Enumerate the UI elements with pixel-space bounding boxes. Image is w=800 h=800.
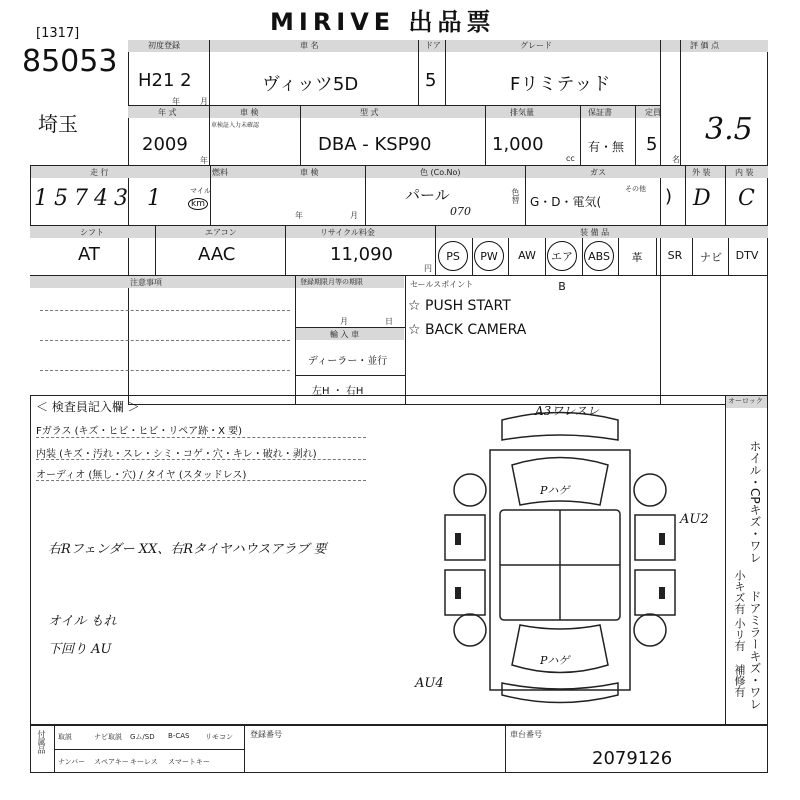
seats-label: 定員	[645, 108, 661, 117]
equipment-7: SR	[667, 249, 683, 262]
equipment-label: 装 備 品	[580, 228, 610, 237]
footer-bottom-item-2: スペアキー	[94, 758, 129, 766]
color-value: パール	[405, 186, 450, 204]
footer-top-item-3: Gム/SD	[130, 733, 155, 741]
color-code: 070	[450, 205, 471, 218]
mileage-unit-miles: マイル	[190, 187, 211, 195]
side-text-a: ホイル・CPキズ・ワレ	[748, 440, 762, 564]
year-label: 初度登録	[148, 41, 180, 50]
diagram-note-pillar-top: Pハゲ	[540, 484, 570, 497]
hand-value: 左H ・ 右H	[312, 386, 364, 397]
exterior-value: D	[693, 186, 711, 211]
cc-value: 1,000	[492, 134, 544, 155]
delivery-month: 月	[340, 317, 348, 326]
car-name-label: 車 名	[300, 41, 319, 50]
footer-side-label: 付属品	[37, 730, 46, 754]
handwritten-note-2: オイル もれ	[48, 614, 117, 629]
aircon-label: エアコン	[205, 228, 237, 237]
type-label: 型 式	[360, 108, 379, 117]
prefecture: 埼玉	[38, 112, 78, 136]
aircon-value: AAC	[198, 244, 236, 265]
model-year-unit: 年	[200, 156, 208, 165]
sales-point-2: ☆ BACK CAMERA	[408, 322, 527, 338]
side-text-b: ドアミラーキズ・ワレ	[748, 590, 762, 710]
type-value: DBA - KSP90	[318, 134, 432, 155]
grade-value: Fリミテッド	[510, 74, 611, 95]
chassis-label: 車台番号	[510, 730, 542, 739]
color-change-label: 色替	[511, 188, 520, 204]
footer-bottom-item-3: キーレス	[130, 758, 158, 766]
fuel-label: 燃料	[212, 168, 228, 177]
sales-point-1: ☆ PUSH START	[408, 298, 511, 314]
side-text-e: 補修有	[733, 664, 746, 697]
exterior-label: 外 装	[692, 168, 711, 177]
inspector-line-1: Fガラス (キズ・ヒビ・ヒビ・リペア跡・X 要)	[36, 426, 243, 437]
shaken-month: 月	[350, 211, 358, 220]
first-reg-value: H21 2	[138, 70, 192, 91]
form-frame	[128, 40, 768, 405]
inspection-label: 車 検	[240, 108, 259, 117]
cc-label: 排気量	[510, 108, 534, 117]
diagram-note-right: AU2	[680, 512, 709, 527]
equipment-8: ナビ	[700, 251, 722, 264]
lot-code: [1317]	[36, 26, 80, 41]
fuel-other: その他	[625, 185, 646, 193]
seats-unit: 名	[672, 155, 680, 164]
model-year-value: 2009	[142, 134, 188, 155]
diagram-note-top: A3ワレスレ	[535, 404, 599, 418]
shaken-year: 年	[295, 211, 303, 220]
diagram-note-left: AU4	[415, 676, 444, 691]
recycle-value: 11,090	[330, 244, 393, 265]
score-value: 3.5	[705, 112, 753, 147]
diagram-note-pillar-bottom: Pハゲ	[540, 654, 570, 667]
page-title: MIRIVE 出品票	[270, 8, 496, 36]
handwritten-note-3: 下回り AU	[48, 642, 112, 657]
side-text-d: 小リ有	[733, 618, 746, 651]
side-text-c: 小キズ有	[733, 570, 746, 614]
score-label: 評 価 点	[690, 41, 720, 50]
mileage-value: 15743 1	[34, 186, 167, 211]
month-unit: 月	[200, 97, 208, 106]
footer-top-item-1: 取説	[58, 733, 72, 741]
reg-label: 登録番号	[250, 730, 282, 739]
sales-label: セールスポイント	[410, 280, 474, 289]
inspector-line-2: 内装 (キズ・汚れ・スレ・シミ・コゲ・穴・キレ・破れ・剥れ)	[36, 449, 317, 460]
lot-number: 85053	[22, 44, 118, 79]
chassis-value: 2079126	[592, 748, 673, 769]
dealer-value: ディーラー・並行	[308, 356, 388, 367]
interior-label: 内 装	[735, 168, 754, 177]
equipment-9: DTV	[735, 249, 759, 262]
doors-label: ドア	[425, 41, 441, 50]
grade-label: グレード	[520, 41, 552, 50]
import-label: 輸 入 車	[330, 330, 360, 339]
equipment-2: PW	[474, 241, 504, 271]
inspector-title: ＜ 検査員記入欄 ＞	[36, 400, 140, 414]
car-name-value: ヴィッツ5D	[262, 74, 359, 95]
mileage-label: 走 行	[90, 168, 109, 177]
footer-bottom-item-1: ナンバー	[58, 758, 86, 766]
equipment-6: 革	[631, 251, 643, 264]
doors-value: 5	[425, 70, 437, 91]
shift-label: シフト	[80, 228, 104, 237]
shift-value: AT	[78, 244, 100, 265]
footer-top-item-2: ナビ取説	[94, 733, 122, 741]
year-unit: 年	[172, 97, 180, 106]
side-header: オーロック	[728, 397, 763, 405]
cc-unit: cc	[566, 154, 575, 163]
inspection-note: 車検証入力未確認	[211, 122, 260, 129]
recycle-unit: 円	[424, 264, 432, 273]
footer-top-item-5: リモコン	[205, 733, 233, 741]
inspector-line-3: オーディオ (無し・穴) / タイヤ (スタッドレス)	[36, 470, 247, 481]
recycle-label: リサイクル料金	[320, 228, 375, 237]
car-diagram	[440, 405, 680, 715]
equipment-1: PS	[438, 241, 468, 271]
seats-value: 5	[646, 134, 658, 155]
delivery-label: 登録期限月等の期限	[300, 278, 363, 286]
fuel-close: )	[665, 186, 673, 207]
model-year-label: 年 式	[158, 108, 177, 117]
equipment-3: AW	[518, 249, 536, 262]
delivery-day: 日	[385, 317, 393, 326]
fuel-options: G・D・電気(	[530, 195, 602, 209]
color-label: 色 (Co.No)	[420, 168, 461, 177]
caution-label: 注意事項	[130, 278, 162, 287]
equipment-4: エアB	[547, 241, 577, 271]
warranty-label: 保証書	[588, 108, 612, 117]
ac-label: ガス	[590, 168, 606, 177]
warranty-value: 有・無	[588, 140, 625, 154]
handwritten-note-1: 右Rフェンダー XX、右Rタイヤハウスアラブ 要	[48, 542, 327, 557]
shaken-label: 車 検	[300, 168, 319, 177]
footer-top-item-4: B-CAS	[168, 732, 190, 740]
interior-value: C	[738, 186, 755, 211]
equipment-5: ABS	[584, 241, 614, 271]
mileage-unit-km: km	[188, 198, 208, 210]
footer-bottom-item-4: スマートキー	[168, 758, 210, 766]
